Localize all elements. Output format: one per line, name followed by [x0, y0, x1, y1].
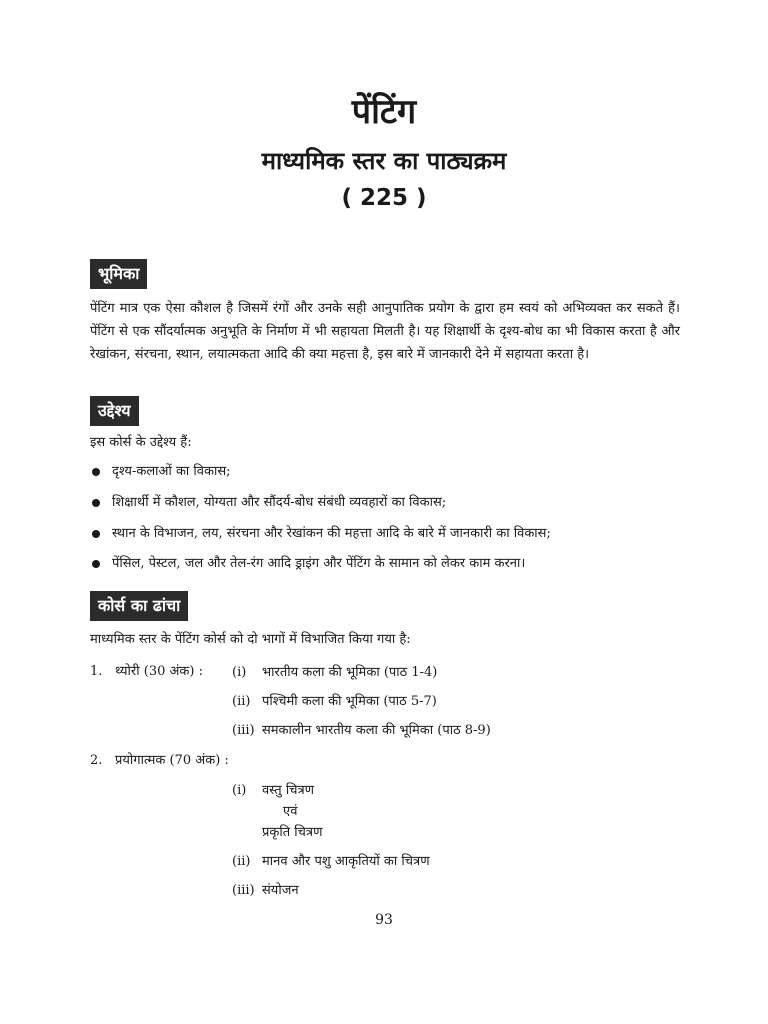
roman-numeral: (iii): [232, 883, 255, 898]
objective-item: शिक्षार्थी में कौशल, योग्यता और सौंदर्य-बोध संबंधी व्यवहारों का विकास;: [112, 495, 447, 510]
roman-numeral: (ii): [232, 854, 251, 869]
objective-item: दृश्य-कलाओं का विकास;: [112, 464, 231, 479]
practical-item: वस्तु चित्रण: [262, 783, 315, 798]
roman-numeral: (ii): [232, 694, 251, 709]
objectives-lead: इस कोर्स के उद्देश्य हैं:: [90, 435, 192, 450]
structure-lead: माध्यमिक स्तर के पेंटिंग कोर्स को दो भागों में विभाजित किया गया है:: [90, 632, 411, 647]
practical-item-conjunction: एवं: [283, 804, 298, 819]
section-heading-objectives: उद्देश्य: [90, 396, 139, 426]
course-code: ( 225 ): [341, 185, 427, 211]
roman-numeral: (i): [232, 783, 247, 798]
intro-paragraph: पेंटिंग मात्र एक ऐसा कौशल है जिसमें रंगों और उनके सही आनुपातिक प्रयोग के द्वारा हम स्वयं को अभिव्यक्त कर सकते हैं। पेंटिंग से एक सौंदर्यात्मक अनुभूति के निर्माण में भी सहायता मिलती है। यह शिक्षार्थी के दृश्य-बोध का भी विकास करता है और रेखांकन, संरचना, स्थान, लयात्मकता आदि की क्या महत्ता है, इस बारे में जानकारी देने में सहायता करता है।: [90, 301, 680, 362]
theory-item: समकालीन भारतीय कला की भूमिका (पाठ 8-9): [262, 723, 491, 738]
page-subtitle: माध्यमिक स्तर का पाठ्यक्रम: [261, 147, 507, 175]
part-label-theory: थ्योरी (30 अंक) :: [115, 664, 203, 679]
roman-numeral: (iii): [232, 723, 255, 738]
section-heading-intro: भूमिका: [90, 259, 147, 289]
practical-item: मानव और पशु आकृतियों का चित्रण: [262, 854, 430, 869]
section-heading-structure: कोर्स का ढांचा: [90, 591, 188, 621]
practical-item: प्रकृति चित्रण: [262, 825, 323, 840]
theory-item: पश्चिमी कला की भूमिका (पाठ 5-7): [262, 694, 437, 709]
part-number: 1.: [90, 664, 103, 679]
page-number: 93: [375, 912, 393, 928]
objective-item: पेंसिल, पेस्टल, जल और तेल-रंग आदि ड्राइंग और पेंटिंग के सामान को लेकर काम करना।: [112, 556, 526, 571]
bullet-icon: [92, 499, 100, 507]
bullet-icon: [92, 530, 100, 538]
part-number: 2.: [90, 753, 103, 768]
part-label-practical: प्रयोगात्मक (70 अंक) :: [115, 753, 229, 768]
theory-item: भारतीय कला की भूमिका (पाठ 1-4): [262, 665, 438, 680]
bullet-icon: [92, 560, 100, 568]
bullet-icon: [92, 468, 100, 476]
roman-numeral: (i): [232, 665, 247, 680]
practical-item: संयोजन: [262, 883, 299, 898]
objective-item: स्थान के विभाजन, लय, संरचना और रेखांकन की महत्ता आदि के बारे में जानकारी का विकास;: [112, 526, 551, 541]
page-title: पेंटिंग: [351, 92, 417, 132]
